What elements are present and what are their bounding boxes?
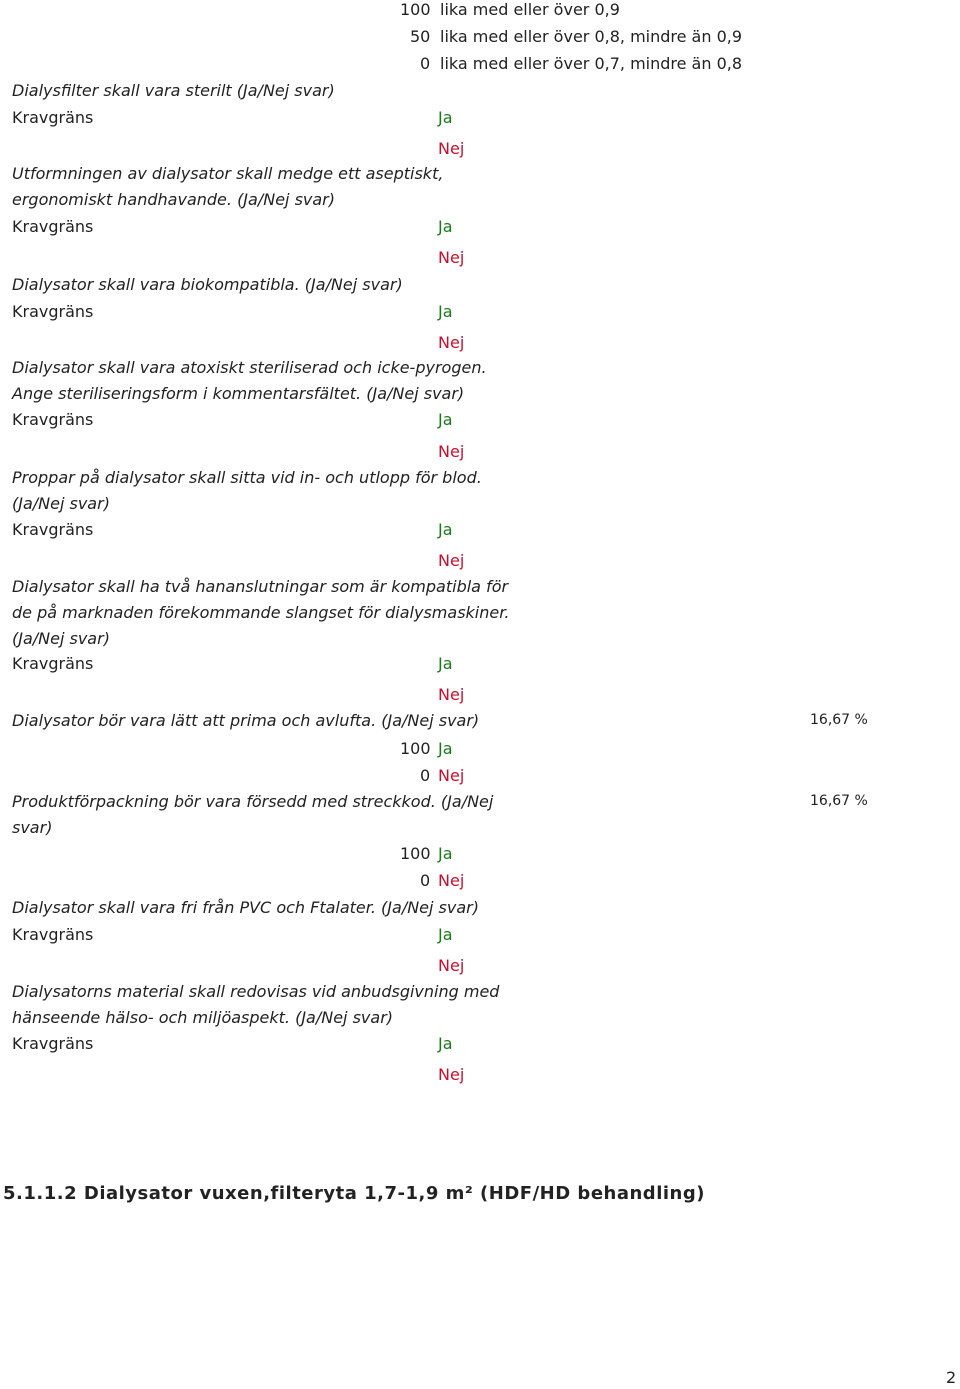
answer-nej: Nej [438, 442, 465, 461]
answer-ja: Ja [438, 520, 453, 539]
question-barcode: Produktförpackning bör vara försedd med streckkod. (Ja/Nej svar) [12, 792, 494, 837]
weight-percent: 16,67 % [810, 712, 868, 728]
answer-nej: Nej [438, 333, 465, 352]
question-aseptic: Utformningen av dialysator skall medge ett aseptiskt, ergonomiskt handhavande. (Ja/Nej svar) [12, 164, 444, 209]
kravgrans-label: Kravgräns [12, 302, 94, 321]
question-biocompatible: Dialysator skall vara biokompatibla. (Ja/Nej svar) [12, 275, 403, 294]
answer-ja: Ja [438, 108, 453, 127]
answer-nej: Nej [438, 139, 465, 158]
kravgrans-label: Kravgräns [12, 410, 94, 429]
question-prime: Dialysator bör vara lätt att prima och avlufta. (Ja/Nej svar) [12, 711, 480, 730]
answer-ja: Ja [438, 844, 453, 863]
answer-nej: Nej [438, 685, 465, 704]
question-atoxic: Dialysator skall vara atoxiskt steriliserad och icke-pyrogen. Ange steriliseringsform i kommentarsfältet. (Ja/Nej svar) [12, 358, 487, 403]
answer-ja: Ja [438, 654, 453, 673]
question-connectors: Dialysator skall ha två hananslutningar som är kompatibla för de på marknaden förekommande slangset för dialysmaskiner. (Ja/Nej svar) [12, 577, 510, 648]
points-nej: 0 [420, 871, 431, 890]
question-sterile: Dialysfilter skall vara sterilt (Ja/Nej svar) [12, 81, 335, 100]
answer-nej: Nej [438, 1065, 465, 1084]
answer-ja: Ja [438, 925, 453, 944]
weight-percent: 16,67 % [810, 793, 868, 809]
section-heading: 5.1.1.2 Dialysator vuxen,filteryta 1,7-1,9 m² (HDF/HD behandling) [3, 1183, 705, 1204]
scale-points-100: 100 [400, 0, 431, 19]
kravgrans-label: Kravgräns [12, 520, 94, 539]
question-pvc: Dialysator skall vara fri från PVC och Ftalater. (Ja/Nej svar) [12, 898, 479, 917]
answer-ja: Ja [438, 410, 453, 429]
kravgrans-label: Kravgräns [12, 108, 94, 127]
scale-text-0: lika med eller över 0,7, mindre än 0,8 [440, 54, 743, 73]
kravgrans-label: Kravgräns [12, 217, 94, 236]
answer-nej: Nej [438, 956, 465, 975]
answer-nej: Nej [438, 551, 465, 570]
answer-ja: Ja [438, 217, 453, 236]
answer-ja: Ja [438, 302, 453, 321]
points-nej: 0 [420, 766, 431, 785]
scale-points-50: 50 [410, 27, 431, 46]
answer-nej: Nej [438, 871, 465, 890]
question-materials: Dialysatorns material skall redovisas vid anbudsgivning med hänseende hälso- och miljöaspekt. (Ja/Nej svar) [12, 982, 500, 1027]
points-ja: 100 [400, 739, 431, 758]
page-number: 2 [946, 1368, 957, 1387]
scale-text-100: lika med eller över 0,9 [440, 0, 620, 19]
answer-nej: Nej [438, 766, 465, 785]
kravgrans-label: Kravgräns [12, 654, 94, 673]
scale-text-50: lika med eller över 0,8, mindre än 0,9 [440, 27, 743, 46]
answer-ja: Ja [438, 1034, 453, 1053]
answer-ja: Ja [438, 739, 453, 758]
scale-points-0: 0 [420, 54, 431, 73]
kravgrans-label: Kravgräns [12, 925, 94, 944]
points-ja: 100 [400, 844, 431, 863]
answer-nej: Nej [438, 248, 465, 267]
question-plugs: Proppar på dialysator skall sitta vid in- och utlopp för blod. (Ja/Nej svar) [12, 468, 482, 513]
kravgrans-label: Kravgräns [12, 1034, 94, 1053]
